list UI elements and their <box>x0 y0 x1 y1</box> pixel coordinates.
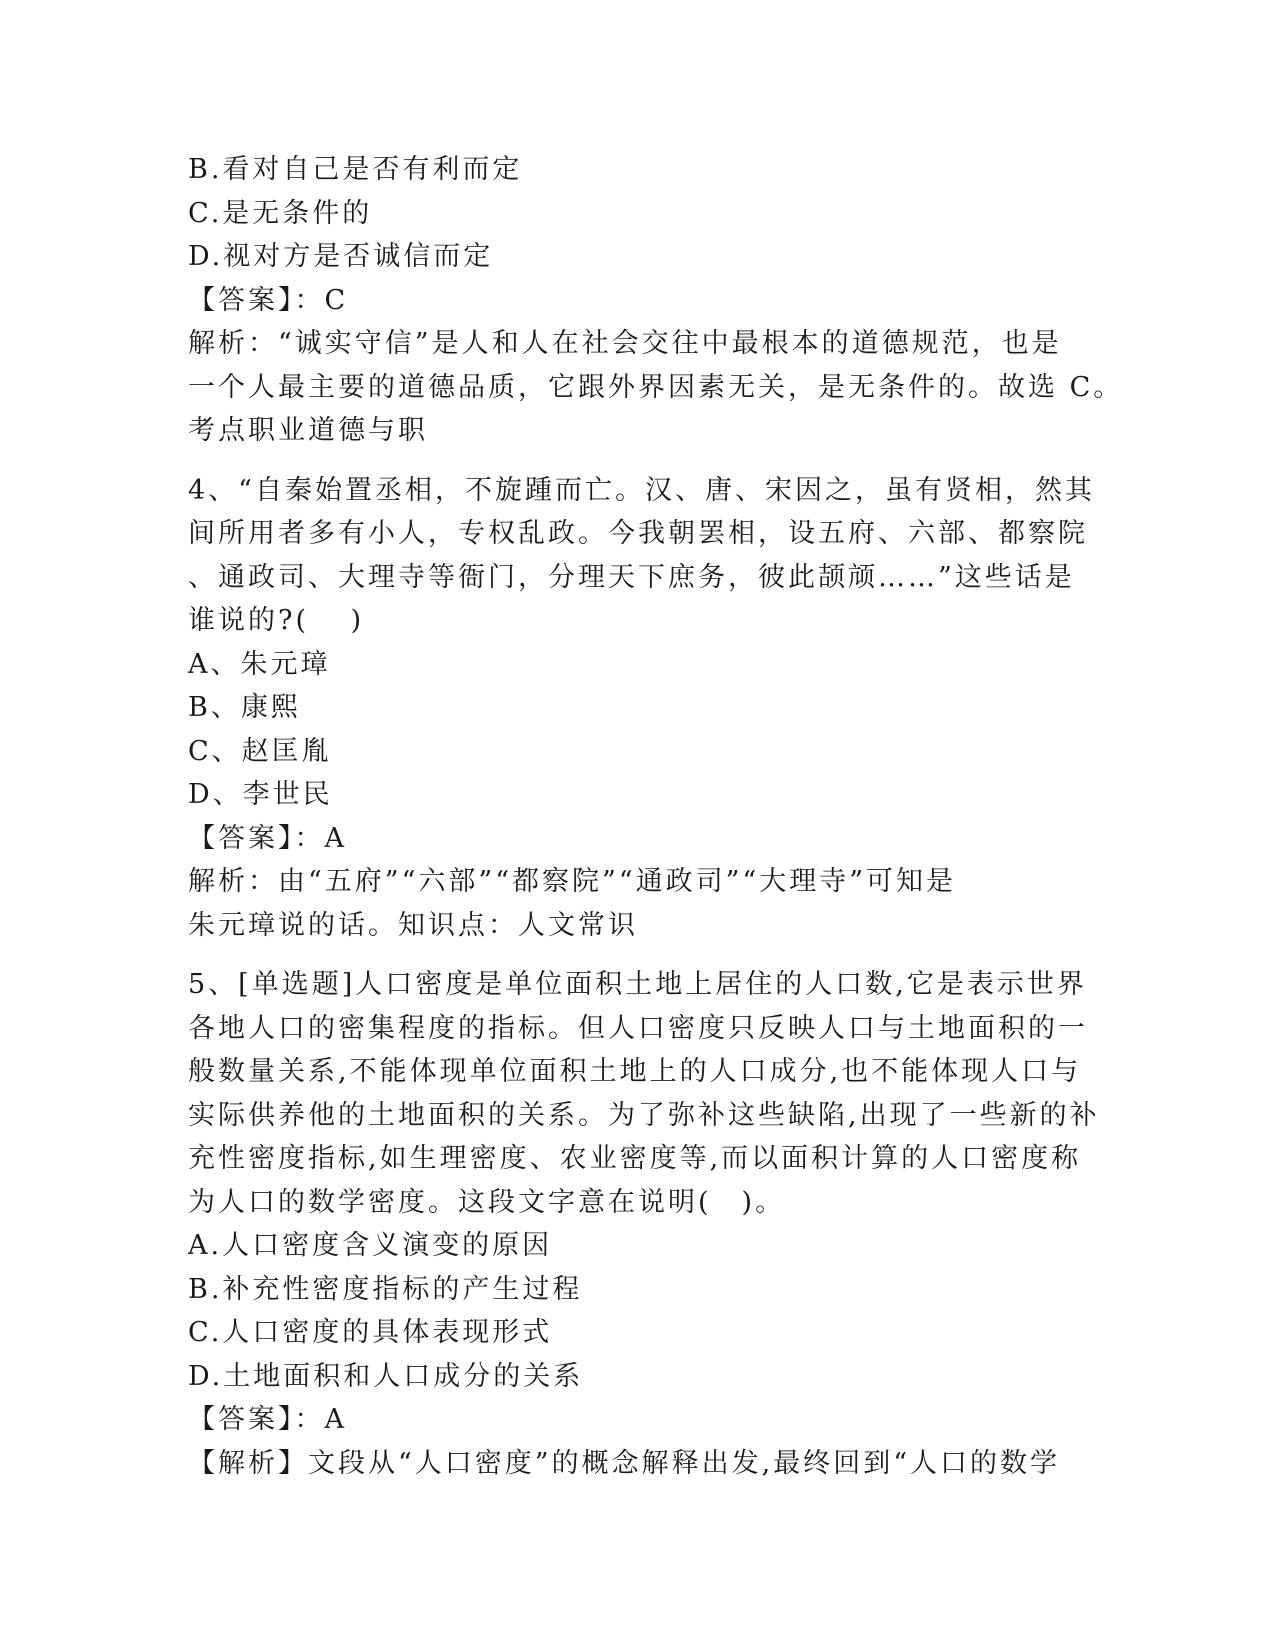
q3-analysis-line: 一个人最主要的道德品质，它跟外界因素无关，是无条件的。故选 C。 <box>188 371 1124 403</box>
q3-analysis-line: 解析：“诚实守信”是人和人在社会交往中最根本的道德规范，也是 <box>188 328 1062 359</box>
q4-option-c: C、赵匡胤 <box>188 735 332 767</box>
q4-stem-line: 间所用者多有小人，专权乱政。今我朝罢相，设五府、六部、都察院 <box>188 518 1088 549</box>
q3-analysis-line: 考点职业道德与职 <box>188 415 428 446</box>
section-gap <box>188 947 1088 963</box>
question-3-remainder <box>188 148 1124 453</box>
q4-option-b: B、康熙 <box>188 692 301 723</box>
q5-option-a: A.人口密度含义演变的原因 <box>188 1230 553 1261</box>
q4-option-d: D、李世民 <box>188 779 333 810</box>
q5-stem-line: 5、[单选题]人口密度是单位面积土地上居住的人口数,它是表示世界 <box>188 969 1087 1000</box>
q5-stem-line: 充性密度指标,如生理密度、农业密度等,而以面积计算的人口密度称 <box>188 1143 1082 1174</box>
q4-answer: 【答案】：A <box>188 822 347 854</box>
q4-analysis-line: 朱元璋说的话。知识点：人文常识 <box>188 909 638 941</box>
question-4 <box>188 469 1095 948</box>
section-gap <box>188 453 1088 469</box>
q3-option-b: B.看对自己是否有利而定 <box>188 154 523 185</box>
q3-option-c: C.是无条件的 <box>188 197 373 229</box>
q3-answer: 【答案】：C <box>188 284 349 316</box>
q4-analysis-line: 解析：由“五府”“六部”“都察院”“通政司”“大理寺”可知是 <box>188 866 957 897</box>
q5-stem-line: 各地人口的密集程度的指标。但人口密度只反映人口与土地面积的一 <box>188 1012 1088 1044</box>
question-5 <box>188 963 1100 1485</box>
q4-stem-line: 谁说的?( ) <box>188 605 365 636</box>
q5-analysis-line: 【解析】文段从“人口密度”的概念解释出发,最终回到“人口的数学 <box>188 1447 1060 1479</box>
q5-stem-line: 般数量关系,不能体现单位面积土地上的人口成分,也不能体现人口与 <box>188 1056 1082 1087</box>
q4-stem-line: 4、“自秦始置丞相，不旋踵而亡。汉、唐、宋因之，虽有贤相，然其 <box>188 474 1095 506</box>
q5-option-d: D.土地面积和人口成分的关系 <box>188 1360 584 1392</box>
q5-stem-line: 为人口的数学密度。这段文字意在说明( )。 <box>188 1186 786 1218</box>
q5-stem-line: 实际供养他的土地面积的关系。为了弥补这些缺陷,出现了一些新的补 <box>188 1099 1100 1131</box>
q5-option-c: C.人口密度的具体表现形式 <box>188 1317 553 1348</box>
document-page <box>188 148 1124 1485</box>
q5-option-b: B.补充性密度指标的产生过程 <box>188 1273 583 1305</box>
q4-option-a: A、朱元璋 <box>188 648 331 680</box>
q4-stem-line: 、通政司、大理寺等衙门，分理天下庶务，彼此颉颃……”这些话是 <box>188 561 1075 593</box>
q5-answer: 【答案】：A <box>188 1404 347 1435</box>
q3-option-d: D.视对方是否诚信而定 <box>188 241 494 272</box>
